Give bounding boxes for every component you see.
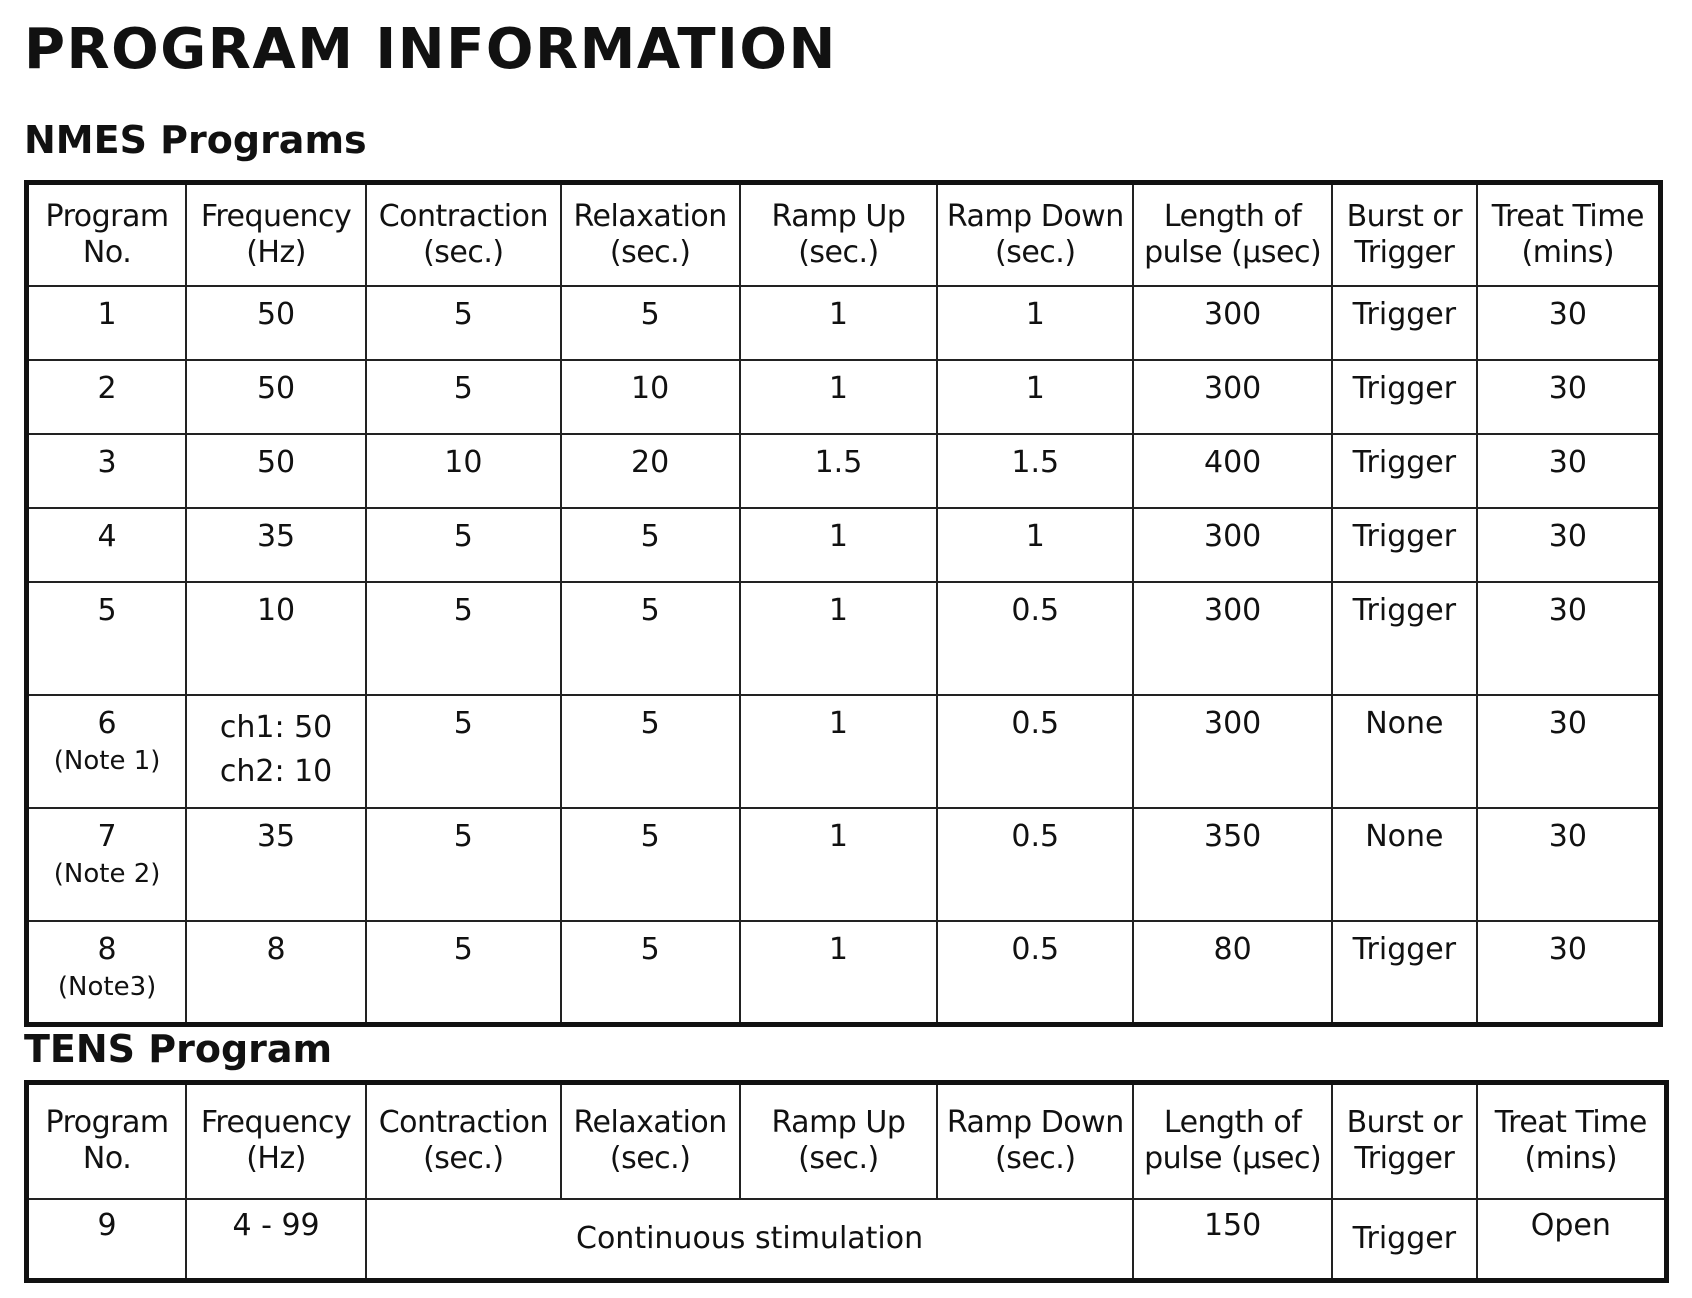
cell-time: 30 xyxy=(1477,434,1661,508)
cell-time: Open xyxy=(1477,1199,1667,1281)
cell-contraction: 5 xyxy=(366,808,561,921)
header-pulse-length: Length of pulse (μsec) xyxy=(1133,183,1332,286)
cell-contraction: 10 xyxy=(366,434,561,508)
table-row xyxy=(27,695,1661,808)
cell-relaxation: 5 xyxy=(561,921,740,1025)
cell-ramp-up: 1 xyxy=(740,360,938,434)
cell-time: 30 xyxy=(1477,508,1661,582)
cell-ramp-down: 0.5 xyxy=(937,695,1133,808)
tens-program-table xyxy=(24,1080,1669,1283)
header-program-no: Program No. xyxy=(27,183,187,286)
header-treat-time: Treat Time (mins) xyxy=(1477,183,1661,286)
cell-frequency: 4 - 99 xyxy=(186,1199,366,1281)
table-row xyxy=(27,508,1661,582)
table-row xyxy=(27,286,1661,360)
cell-relaxation: 5 xyxy=(561,286,740,360)
cell-ramp-up: 1.5 xyxy=(740,434,938,508)
cell-pulse: 300 xyxy=(1133,695,1332,808)
cell-program: 5 xyxy=(27,582,187,695)
header-frequency: Frequency (Hz) xyxy=(186,1083,366,1199)
cell-time: 30 xyxy=(1477,808,1661,921)
cell-program: 7 (Note 2) xyxy=(27,808,187,921)
cell-mode: Trigger xyxy=(1332,286,1477,360)
tens-section-title: TENS Program xyxy=(24,1027,333,1071)
cell-time: 30 xyxy=(1477,286,1661,360)
header-burst-trigger: Burst or Trigger xyxy=(1332,1083,1477,1199)
cell-relaxation: 5 xyxy=(561,508,740,582)
cell-mode: Trigger xyxy=(1332,508,1477,582)
nmes-section-title: NMES Programs xyxy=(24,118,367,162)
cell-mode: Trigger xyxy=(1332,360,1477,434)
cell-pulse: 400 xyxy=(1133,434,1332,508)
table-row xyxy=(27,360,1661,434)
cell-contraction: 5 xyxy=(366,695,561,808)
cell-program: 9 xyxy=(27,1199,187,1281)
cell-frequency: ch1: 50 ch2: 10 xyxy=(186,695,366,808)
cell-pulse: 300 xyxy=(1133,286,1332,360)
table-row xyxy=(27,808,1661,921)
page-title: PROGRAM INFORMATION xyxy=(24,17,837,82)
cell-ramp-up: 1 xyxy=(740,508,938,582)
cell-pulse: 80 xyxy=(1133,921,1332,1025)
cell-pulse: 300 xyxy=(1133,508,1332,582)
cell-frequency: 50 xyxy=(186,434,366,508)
cell-ramp-up: 1 xyxy=(740,808,938,921)
cell-contraction: 5 xyxy=(366,360,561,434)
cell-time: 30 xyxy=(1477,582,1661,695)
cell-ramp-down: 1 xyxy=(937,508,1133,582)
header-ramp-down: Ramp Down (sec.) xyxy=(937,183,1133,286)
cell-relaxation: 20 xyxy=(561,434,740,508)
cell-ramp-down: 1.5 xyxy=(937,434,1133,508)
tens-header-row xyxy=(27,1083,1667,1199)
header-program-no: Program No. xyxy=(27,1083,187,1199)
cell-contraction: 5 xyxy=(366,582,561,695)
header-contraction: Contraction (sec.) xyxy=(366,1083,561,1199)
cell-ramp-up: 1 xyxy=(740,921,938,1025)
header-ramp-down: Ramp Down (sec.) xyxy=(937,1083,1133,1199)
cell-relaxation: 5 xyxy=(561,582,740,695)
cell-ramp-up: 1 xyxy=(740,582,938,695)
cell-ramp-up: 1 xyxy=(740,695,938,808)
cell-time: 30 xyxy=(1477,360,1661,434)
cell-time: 30 xyxy=(1477,921,1661,1025)
cell-program: 2 xyxy=(27,360,187,434)
cell-mode: None xyxy=(1332,808,1477,921)
cell-ramp-down: 0.5 xyxy=(937,808,1133,921)
header-ramp-up: Ramp Up (sec.) xyxy=(740,183,938,286)
table-row xyxy=(27,582,1661,695)
cell-contraction: 5 xyxy=(366,508,561,582)
cell-ramp-down: 0.5 xyxy=(937,921,1133,1025)
cell-program: 1 xyxy=(27,286,187,360)
cell-program: 4 xyxy=(27,508,187,582)
cell-relaxation: 5 xyxy=(561,808,740,921)
table-row xyxy=(27,434,1661,508)
cell-ramp-down: 0.5 xyxy=(937,582,1133,695)
cell-continuous-stimulation: Continuous stimulation xyxy=(366,1199,1133,1281)
nmes-programs-table xyxy=(24,180,1663,1027)
cell-pulse: 150 xyxy=(1133,1199,1332,1281)
header-treat-time: Treat Time (mins) xyxy=(1477,1083,1667,1199)
header-frequency: Frequency (Hz) xyxy=(186,183,366,286)
cell-program: 6 (Note 1) xyxy=(27,695,187,808)
cell-contraction: 5 xyxy=(366,286,561,360)
cell-mode: Trigger xyxy=(1332,921,1477,1025)
table-row xyxy=(27,1199,1667,1281)
header-burst-trigger: Burst or Trigger xyxy=(1332,183,1477,286)
nmes-header-row xyxy=(27,183,1661,286)
cell-ramp-down: 1 xyxy=(937,360,1133,434)
cell-frequency: 50 xyxy=(186,360,366,434)
cell-pulse: 350 xyxy=(1133,808,1332,921)
cell-frequency: 35 xyxy=(186,808,366,921)
cell-mode: Trigger xyxy=(1332,1199,1477,1281)
cell-pulse: 300 xyxy=(1133,360,1332,434)
program-note: (Note3) xyxy=(57,971,157,1002)
header-contraction: Contraction (sec.) xyxy=(366,183,561,286)
cell-frequency: 50 xyxy=(186,286,366,360)
cell-relaxation: 10 xyxy=(561,360,740,434)
cell-frequency: 8 xyxy=(186,921,366,1025)
cell-frequency: 35 xyxy=(186,508,366,582)
cell-contraction: 5 xyxy=(366,921,561,1025)
header-pulse-length: Length of pulse (μsec) xyxy=(1133,1083,1332,1199)
program-note: (Note 1) xyxy=(53,745,161,776)
cell-mode: None xyxy=(1332,695,1477,808)
program-note: (Note 2) xyxy=(53,858,161,889)
header-relaxation: Relaxation (sec.) xyxy=(561,1083,740,1199)
cell-ramp-up: 1 xyxy=(740,286,938,360)
cell-frequency: 10 xyxy=(186,582,366,695)
cell-program: 8 (Note3) xyxy=(27,921,187,1025)
cell-program: 3 xyxy=(27,434,187,508)
cell-relaxation: 5 xyxy=(561,695,740,808)
cell-mode: Trigger xyxy=(1332,582,1477,695)
table-row xyxy=(27,921,1661,1025)
header-ramp-up: Ramp Up (sec.) xyxy=(740,1083,938,1199)
header-relaxation: Relaxation (sec.) xyxy=(561,183,740,286)
cell-time: 30 xyxy=(1477,695,1661,808)
cell-pulse: 300 xyxy=(1133,582,1332,695)
cell-mode: Trigger xyxy=(1332,434,1477,508)
cell-ramp-down: 1 xyxy=(937,286,1133,360)
